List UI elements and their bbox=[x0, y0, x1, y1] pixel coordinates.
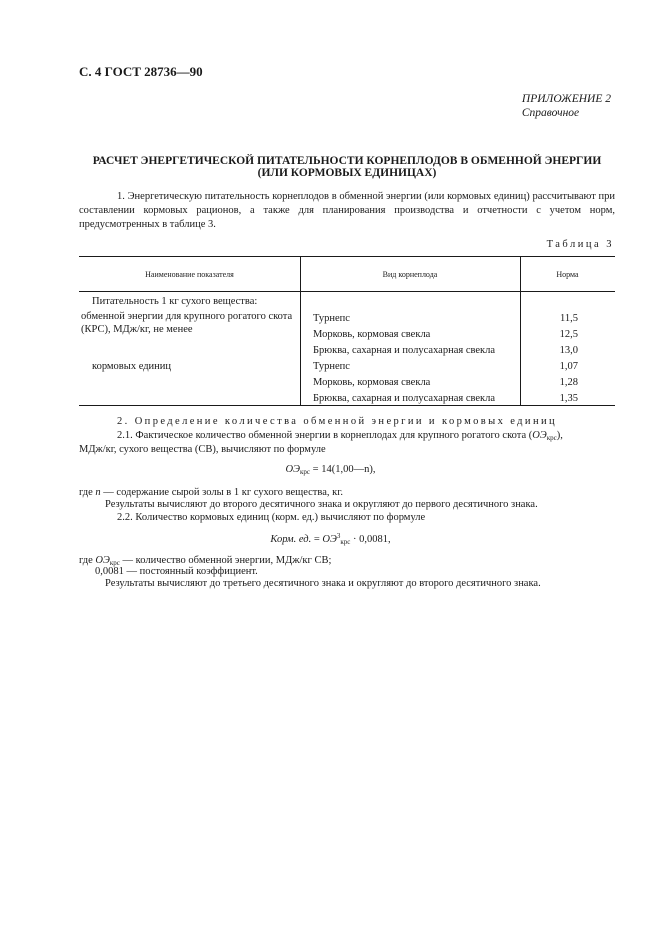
formula-feed-units bbox=[0, 532, 661, 546]
definition-oe-text: — количество обменной энергии, МДж/кг СВ; bbox=[119, 555, 332, 566]
oe-symbol: ОЭ bbox=[532, 430, 547, 441]
table-header-norm: Норма bbox=[556, 270, 579, 279]
table-root-cell: Брюква, сахарная и полусахарная свекла bbox=[313, 345, 496, 356]
definition-coefficient: 0,0081 — постоянный коэффициент. bbox=[95, 566, 258, 577]
result-note-2: Результаты вычисляют до третьего десятичного знака и округляют до второго десятичного знака. bbox=[105, 578, 541, 589]
table-group-title: Питательность 1 кг сухого вещества: bbox=[92, 296, 258, 307]
formula-equals: = bbox=[313, 534, 320, 545]
formula-energy-rhs: = 14(1,00—n), bbox=[312, 464, 376, 475]
n-symbol: n bbox=[95, 487, 101, 498]
table-root-cell: Брюква, сахарная и полусахарная свекла bbox=[313, 393, 496, 404]
definition-prefix: где bbox=[79, 555, 96, 566]
table-root-cell: Морковь, кормовая свекла bbox=[313, 329, 431, 340]
table-indicator-feed-units: кормовых единиц bbox=[92, 361, 172, 372]
table-norm-cell: 11,5 bbox=[560, 313, 578, 324]
intro-paragraph: 1. Энергетическую питательность корнеплодов в обменной энергии (или кормовых единиц) рассчитывают при составлении кормовых рационов, а также для планирования производства и отчетности с учетом норм, предусмотренных в таблице 3. bbox=[79, 191, 615, 230]
formula-feed-units-rhs: · 0,0081, bbox=[353, 534, 391, 545]
table-header-rule bbox=[79, 291, 615, 292]
section-2-heading: 2. Определение количества обменной энергии и кормовых единиц bbox=[117, 416, 558, 427]
paragraph-2-1-line-2: МДж/кг, сухого вещества (СВ), вычисляют по формуле bbox=[79, 444, 326, 455]
formula-feed-units-lhs: Корм. ед. bbox=[270, 534, 312, 545]
paragraph-2-1 bbox=[117, 430, 563, 442]
krs-subscript: крс bbox=[109, 559, 120, 567]
oe-symbol: ОЭ bbox=[95, 555, 110, 566]
document-title bbox=[79, 155, 615, 179]
table-norm-cell: 12,5 bbox=[559, 329, 578, 340]
table-top-rule bbox=[79, 256, 615, 257]
krs-subscript: крс bbox=[340, 538, 351, 546]
table-label: Таблица 3 bbox=[546, 239, 614, 250]
table-indicator-energy: обменной энергии для крупного рогатого скота (КРС), МДж/кг, не менее bbox=[81, 311, 293, 335]
table-header-indicator: Наименование показателя bbox=[145, 270, 234, 279]
table-norm-cell: 13,0 bbox=[559, 345, 578, 356]
krs-subscript: крс bbox=[300, 468, 311, 476]
paragraph-2-2: 2.2. Количество кормовых единиц (корм. ед.) вычисляют по формуле bbox=[117, 512, 426, 523]
table-root-cell: Турнепс bbox=[313, 361, 350, 372]
document-title-line-2: (ИЛИ КОРМОВЫХ ЕДИНИЦАХ) bbox=[257, 167, 437, 179]
appendix-subtitle: Справочное bbox=[521, 107, 580, 119]
krs-subscript: крс bbox=[546, 434, 557, 442]
definition-n-text: — содержание сырой золы в 1 кг сухого вещества, кг. bbox=[100, 487, 343, 498]
paragraph-2-1-end: ), bbox=[556, 430, 563, 441]
document-title-line-1: РАСЧЕТ ЭНЕРГЕТИЧЕСКОЙ ПИТАТЕЛЬНОСТИ КОРНЕПЛОДОВ В ОБМЕННОЙ ЭНЕРГИИ bbox=[92, 155, 602, 167]
table-root-cell: Турнепс bbox=[313, 313, 350, 324]
appendix-label bbox=[522, 92, 611, 120]
oe-symbol: ОЭ bbox=[285, 464, 301, 475]
table-bottom-rule bbox=[79, 405, 615, 406]
table-norm-cell: 1,07 bbox=[559, 361, 578, 372]
formula-energy bbox=[0, 464, 661, 476]
oe-symbol: ОЭ bbox=[322, 534, 337, 545]
definition-prefix: где bbox=[79, 487, 96, 498]
table-norm-cell: 1,28 bbox=[559, 377, 578, 388]
table-norm-cell: 1,35 bbox=[559, 393, 578, 404]
paragraph-2-1-text: 2.1. Фактическое количество обменной энергии в корнеплодах для крупного рогатого скота ( bbox=[117, 430, 533, 441]
table-root-cell: Морковь, кормовая свекла bbox=[313, 377, 431, 388]
table-header-root-type: Вид корнеплода bbox=[382, 270, 438, 279]
page-header: С. 4 ГОСТ 28736—90 bbox=[79, 64, 203, 79]
cube-superscript: 3 bbox=[336, 532, 341, 540]
appendix-title: ПРИЛОЖЕНИЕ 2 bbox=[521, 93, 611, 105]
definition-n bbox=[79, 487, 343, 498]
result-note-1: Результаты вычисляют до второго десятичного знака и округляют до первого десятичного знака. bbox=[105, 499, 538, 510]
